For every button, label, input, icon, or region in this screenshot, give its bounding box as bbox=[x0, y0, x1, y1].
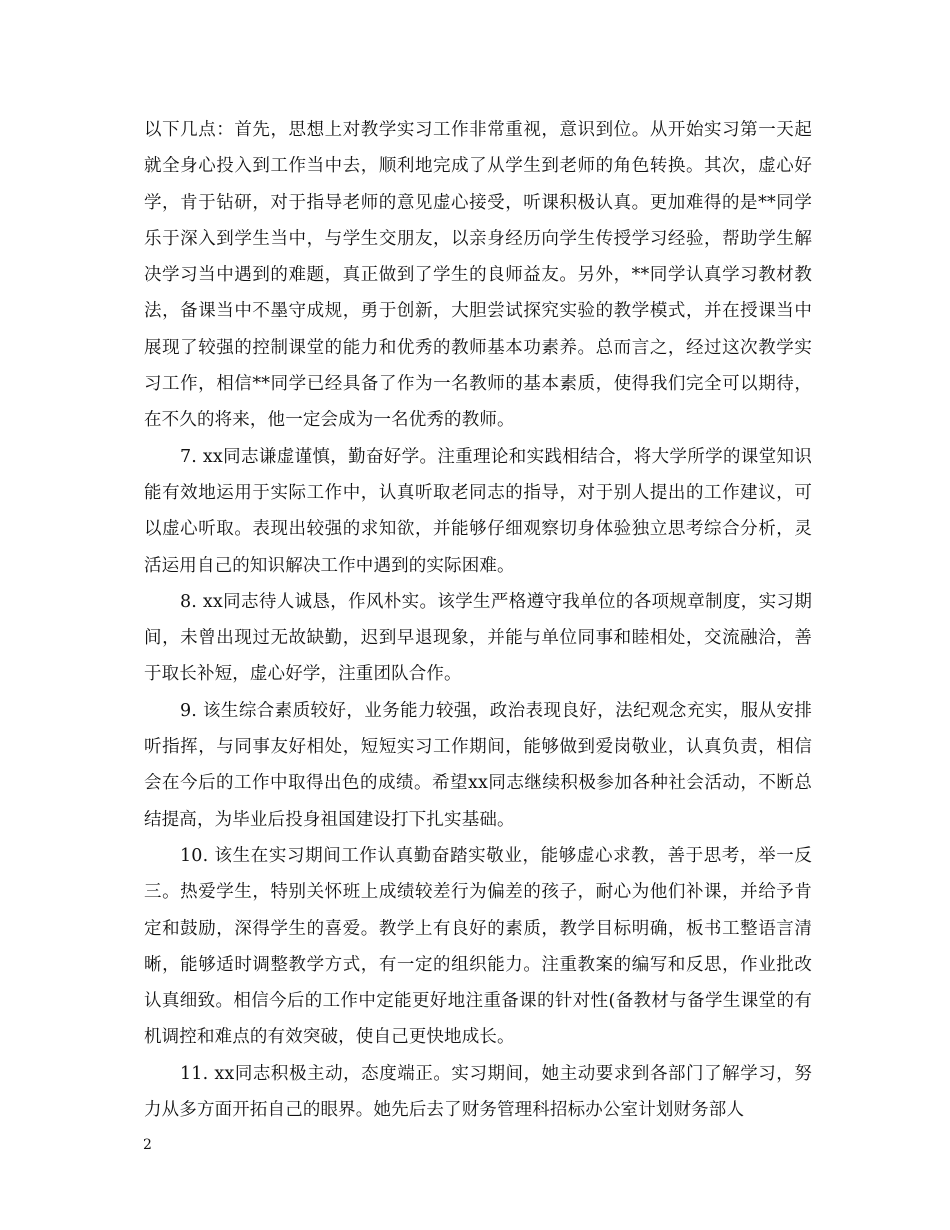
paragraph-item-10: 10. 该生在实习期间工作认真勤奋踏实敬业，能够虚心求教，善于思考，举一反三。热爱学生，特别关怀班上成绩较差行为偏差的孩子，耐心为他们补课，并给予肯定和鼓励，深得学生的喜爱。教学上有良好的素质，教学目标明确，板书工整语言清晰，能够适时调整教学方式，有一定的组织能力。注重教案的编写和反思，作业批改认真细致。相信今后的工作中定能更好地注重备课的针对性(备教材与备学生课堂的有机调控和难点的有效突破，使自己更快地成长。 bbox=[144, 845, 812, 1048]
paragraph-item-9: 9. 该生综合素质较好，业务能力较强，政治表现良好，法纪观念充实，服从安排听指挥，与同事友好相处，短短实习工作期间，能够做到爱岗敬业，认真负责，相信会在今后的工作中取得出色的成绩。希望xx同志继续积极参加各种社会活动，不断总结提高，为毕业后投身祖国建设打下扎实基础。 bbox=[144, 700, 812, 830]
paragraph-continuation: 以下几点：首先，思想上对教学实习工作非常重视，意识到位。从开始实习第一天起就全身心投入到工作当中去，顺利地完成了从学生到老师的角色转换。其次，虚心好学，肯于钻研，对于指导老师的意见虚心接受，听课积极认真。更加难得的是**同学乐于深入到学生当中，与学生交朋友，以亲身经历向学生传授学习经验，帮助学生解决学习当中遇到的难题，真正做到了学生的良师益友。另外，**同学认真学习教材教法，备课当中不墨守成规，勇于创新，大胆尝试探究实验的教学模式，并在授课当中展现了较强的控制课堂的能力和优秀的教师基本功素养。总而言之，经过这次教学实习工作，相信**同学已经具备了作为一名教师的基本素质，使得我们完全可以期待，在不久的将来，他一定会成为一名优秀的教师。 bbox=[144, 120, 812, 431]
document-body bbox=[144, 112, 812, 1128]
paragraph-item-7: 7. xx同志谦虚谨慎，勤奋好学。注重理论和实践相结合，将大学所学的课堂知识能有效地运用于实际工作中，认真听取老同志的指导，对于别人提出的工作建议，可以虚心听取。表现出较强的求知欲，并能够仔细观察切身体验独立思考综合分析，灵活运用自己的知识解决工作中遇到的实际困难。 bbox=[144, 446, 812, 576]
paragraph-item-8: 8. xx同志待人诚恳，作风朴实。该学生严格遵守我单位的各项规章制度，实习期间，未曾出现过无故缺勤，迟到早退现象，并能与单位同事和睦相处，交流融洽，善于取长补短，虚心好学，注重团队合作。 bbox=[144, 591, 812, 685]
page-number: 2 bbox=[143, 1137, 152, 1153]
paragraph-item-11: 11. xx同志积极主动，态度端正。实习期间，她主动要求到各部门了解学习，努力从多方面开拓自己的眼界。她先后去了财务管理科招标办公室计划财务部人 bbox=[144, 1063, 812, 1121]
